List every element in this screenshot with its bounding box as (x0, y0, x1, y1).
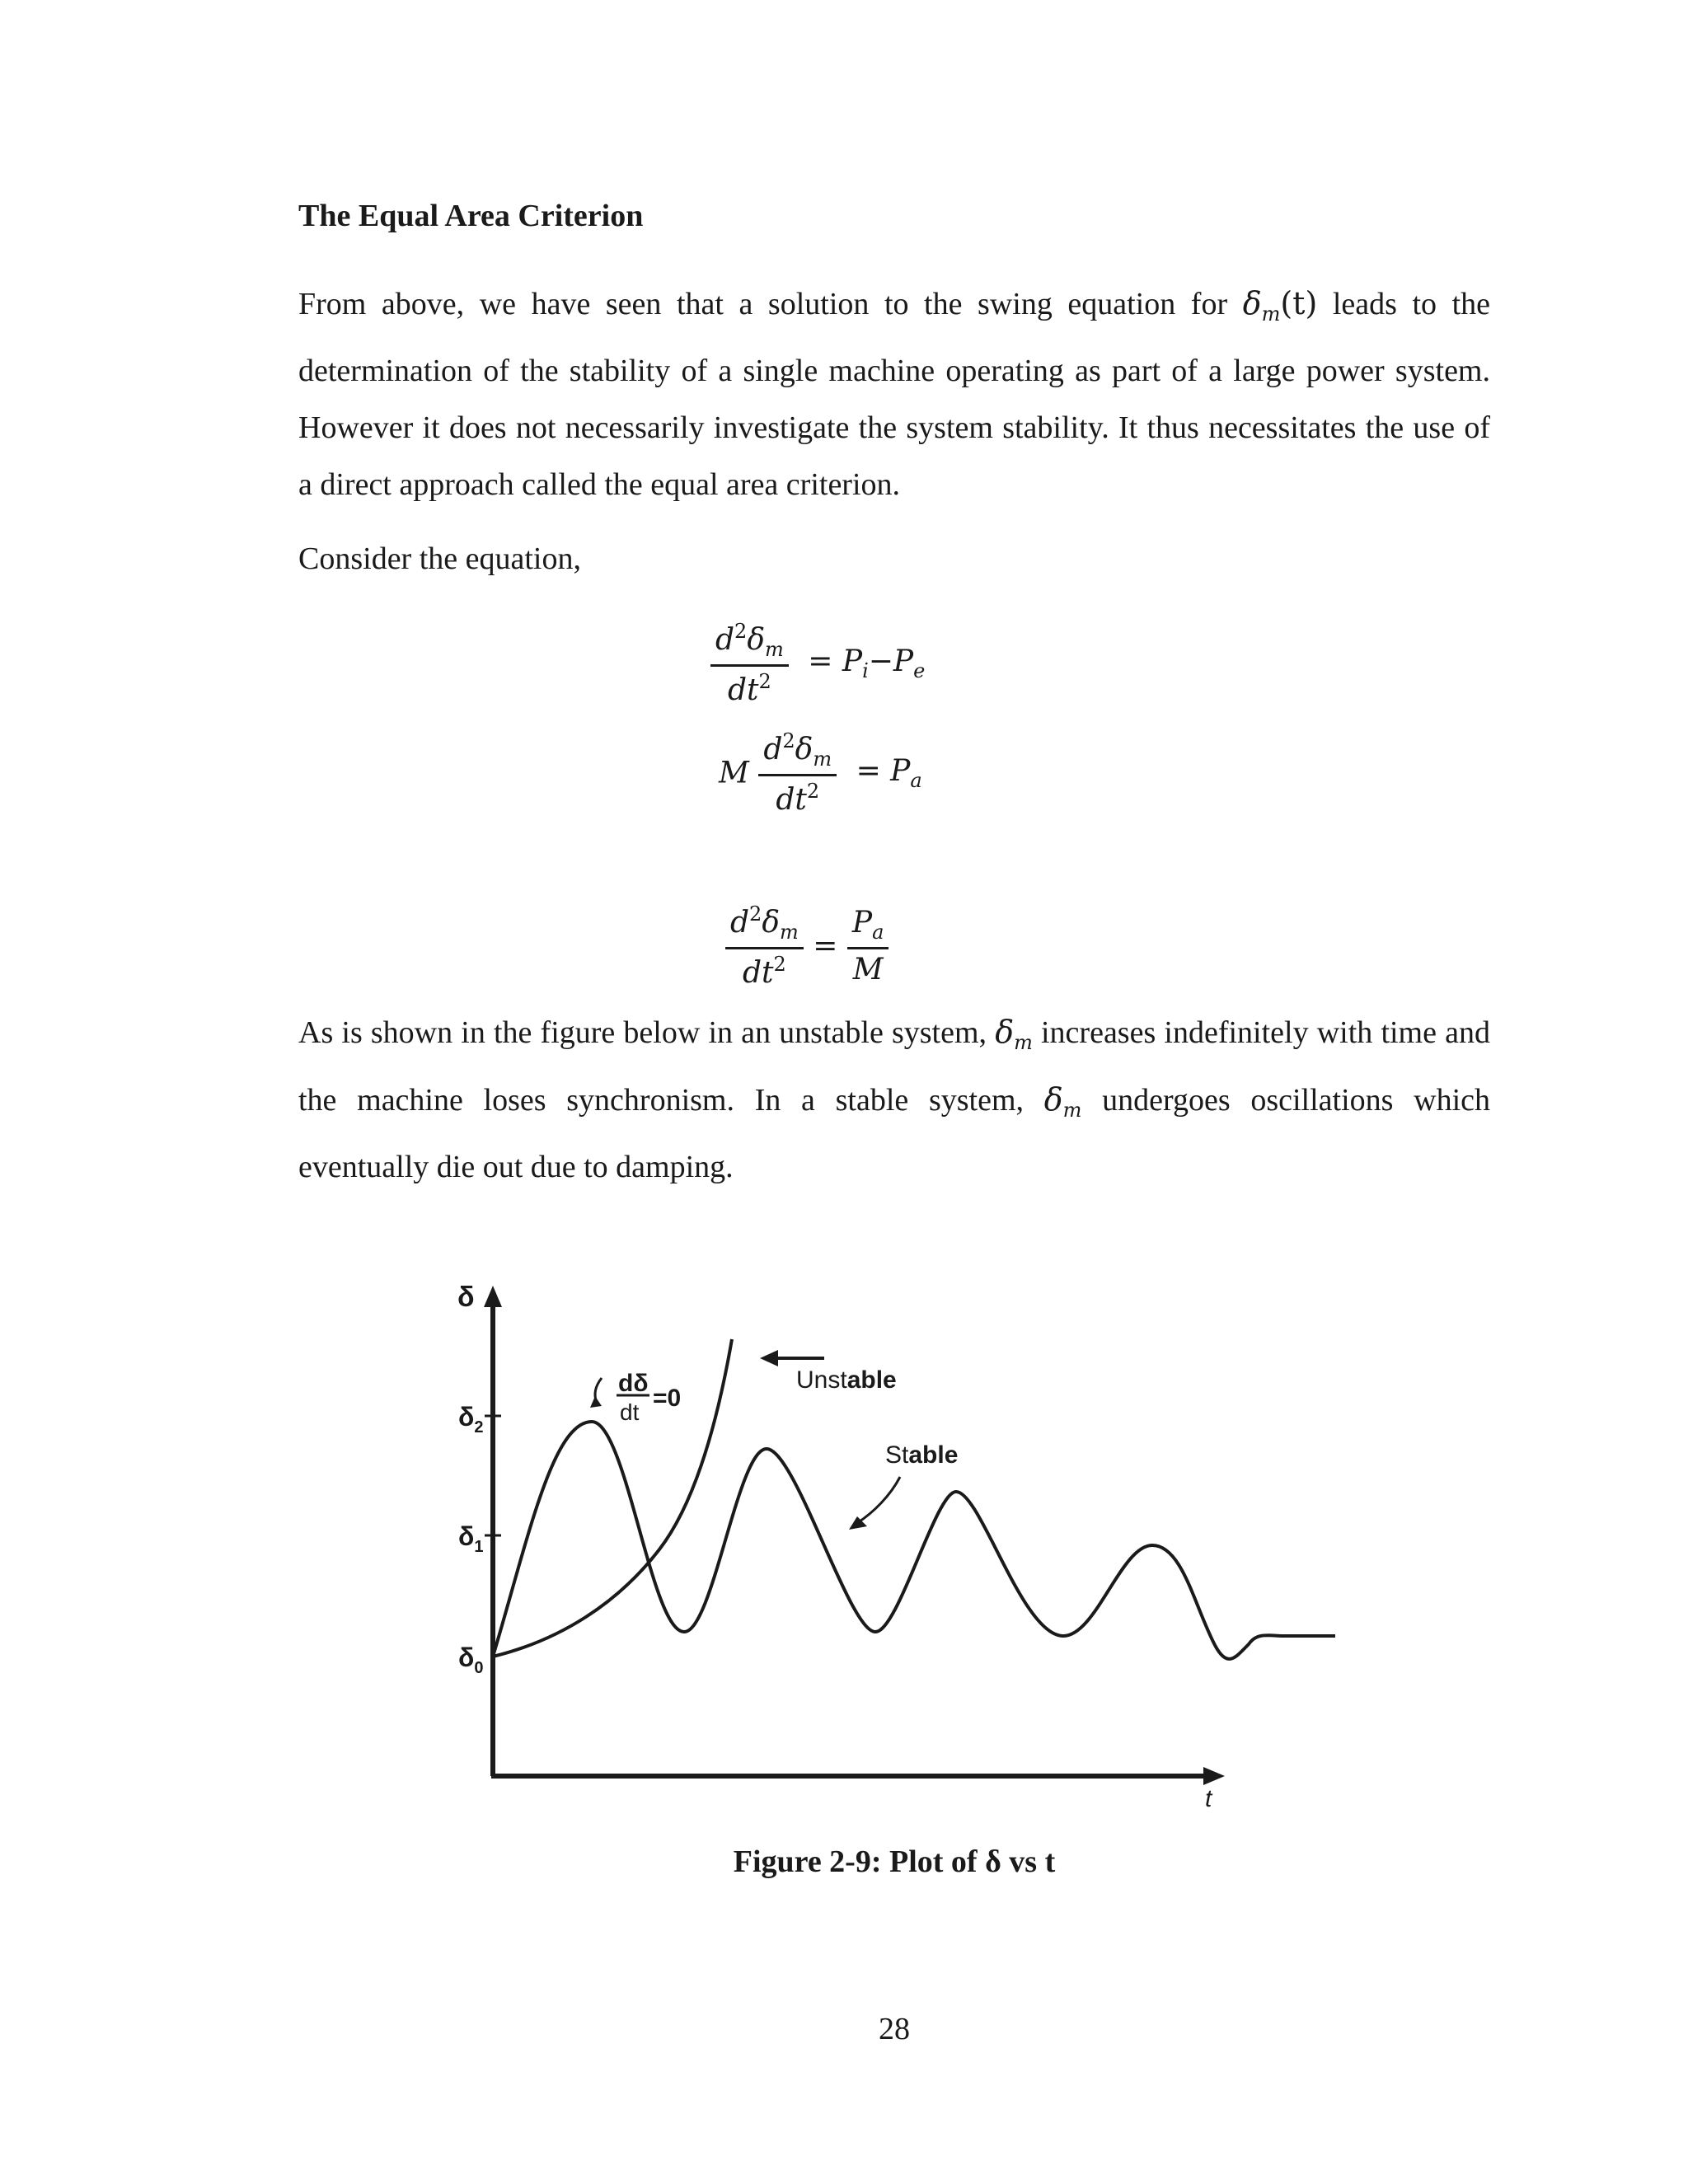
derivative-label-num: dδ (618, 1370, 649, 1397)
intro-text-before: From above, we have seen that a solution to the swing equation for (298, 287, 1243, 321)
eq3-fraction-left: $\frac{d^2\delta_m}{dt^2}$ (725, 902, 804, 990)
y-axis-label: δ (457, 1282, 475, 1313)
stable-label: Stable (885, 1441, 959, 1469)
stability-text-1: As is shown in the figure below in an unstable system, (298, 1015, 996, 1050)
delta-m-symbol-2: $\delta_m$ (1043, 1081, 1082, 1122)
eq3-fraction-right: $\frac{P_a}{M}$ (847, 906, 889, 987)
intro-text-after: leads to the determination of the stability of a single machine operating as part of a large power system. However it does not necessarily investigate the system stability. It thus necessitates the use of a direct approach called the equal area criterion. (298, 287, 1491, 502)
x-axis-arrowhead (1203, 1767, 1225, 1785)
eq3-equals: = (813, 929, 838, 963)
delta-m-symbol: $\delta_m(t)$ (1242, 285, 1318, 326)
figure-caption: Figure 2-9: Plot of δ vs t (733, 1844, 1056, 1879)
y-tick-label-delta0: $\delta_0$ (458, 1643, 484, 1677)
x-axis-label: t (1205, 1785, 1212, 1812)
eq2-rhs: = $P_a$ (856, 754, 922, 792)
eq1-fraction: $\frac{d^2\delta_m}{dt^2}$ (710, 620, 789, 707)
derivative-label-suffix: =0 (653, 1385, 682, 1412)
eq1-rhs: = $P_i-P_e$ (808, 644, 926, 682)
derivative-arrowhead (590, 1396, 602, 1408)
section-heading: The Equal Area Criterion (298, 199, 644, 233)
y-tick-label-delta1: $\delta_1$ (458, 1521, 484, 1556)
stability-text-2: increases indefinitely with time and the machine loses synchronism. In a stable system, (298, 1015, 1490, 1118)
y-axis-arrowhead (484, 1286, 502, 1307)
derivative-label-den: dt (620, 1399, 640, 1425)
stability-text-3: undergoes oscillations which eventually die out due to damping. (298, 1083, 1490, 1184)
unstable-curve (493, 1339, 732, 1657)
unstable-label: Unstable (796, 1366, 897, 1394)
unstable-arrowhead (760, 1350, 778, 1366)
eq2-fraction: $\frac{d^2\delta_m}{dt^2}$ (758, 729, 837, 817)
delta-m-symbol-1: $\delta_m$ (995, 1014, 1033, 1054)
page-number: 28 (879, 2012, 910, 2046)
y-tick-label-delta2: $\delta_2$ (458, 1402, 484, 1436)
stable-arrow (857, 1477, 900, 1523)
eq2-inertia: M (719, 756, 749, 790)
consider-text: Consider the equation, (298, 541, 581, 576)
